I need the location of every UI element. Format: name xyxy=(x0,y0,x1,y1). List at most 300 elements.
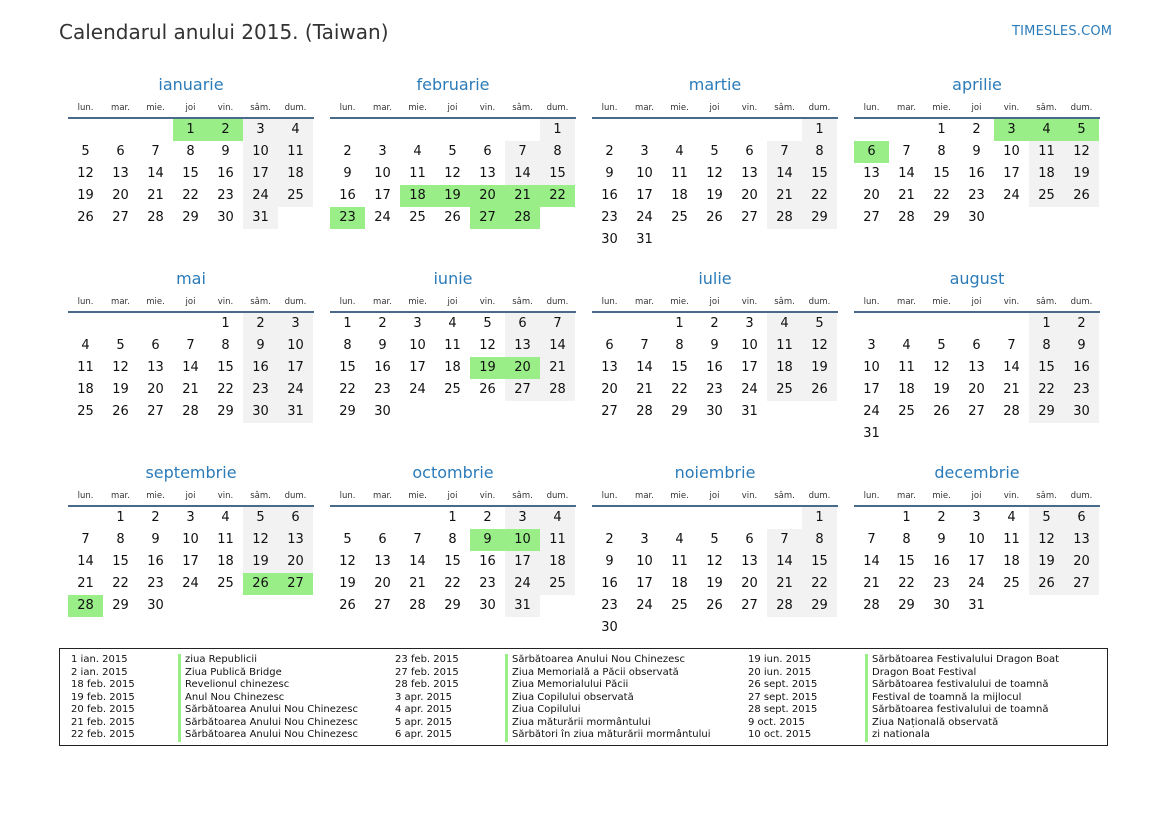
day-cell: 30 xyxy=(601,620,618,635)
day-cell: 8 xyxy=(343,338,352,353)
weekday-label: joi xyxy=(185,103,196,113)
day-cell: 17 xyxy=(243,163,278,185)
day-cell: 7 xyxy=(767,529,802,551)
day-cell: 9 xyxy=(343,166,352,181)
day-cell: 15 xyxy=(540,163,575,185)
empty-day xyxy=(697,119,732,141)
weekday-label: vin. xyxy=(741,297,758,307)
day-cell: 9 xyxy=(243,335,278,357)
month-name: august xyxy=(949,269,1005,288)
day-cell: 14 xyxy=(505,163,540,185)
day-cell: 15 xyxy=(933,166,950,181)
weekday-label: dum. xyxy=(1070,297,1093,307)
holiday-day: 3 xyxy=(994,119,1029,141)
day-cell: 27 xyxy=(505,379,540,401)
day-cell: 16 xyxy=(374,360,391,375)
day-cell: 19 xyxy=(1029,551,1064,573)
site-link[interactable]: TIMESLES.COM xyxy=(1012,24,1113,39)
day-cell: 13 xyxy=(968,360,985,375)
day-cell: 7 xyxy=(413,532,422,547)
day-cell: 25 xyxy=(671,210,688,225)
weekday-label: mie. xyxy=(670,103,689,113)
day-cell: 19 xyxy=(1064,163,1099,185)
day-cell: 11 xyxy=(409,166,426,181)
day-cell: 2 xyxy=(343,144,352,159)
day-cell: 23 xyxy=(968,188,985,203)
day-cell: 30 xyxy=(968,210,985,225)
weekday-label: sâm. xyxy=(774,103,795,113)
weekday-label: joi xyxy=(971,297,982,307)
weekday-label: sâm. xyxy=(250,491,271,501)
day-cell: 31 xyxy=(863,426,880,441)
day-cell: 3 xyxy=(640,532,649,547)
day-cell: 3 xyxy=(413,316,422,331)
day-cell: 4 xyxy=(448,316,457,331)
legend-holiday-name: Ziua măturării mormântului xyxy=(505,717,711,730)
day-cell: 9 xyxy=(378,338,387,353)
weekday-label: lun. xyxy=(601,103,618,113)
legend-holiday-name: Festival de toamnă la mijlocul xyxy=(865,692,1059,705)
day-cell: 27 xyxy=(147,404,164,419)
weekday-label: mie. xyxy=(932,297,951,307)
holiday-day: 26 xyxy=(243,573,278,595)
month-noiembrie xyxy=(592,462,838,639)
day-cell: 6 xyxy=(605,338,614,353)
day-cell: 26 xyxy=(479,382,496,397)
day-cell: 29 xyxy=(444,598,461,613)
day-cell: 20 xyxy=(147,382,164,397)
weekday-label: mie. xyxy=(932,103,951,113)
weekday-label: lun. xyxy=(601,297,618,307)
day-cell: 4 xyxy=(540,507,575,529)
empty-day xyxy=(592,507,627,529)
day-cell: 2 xyxy=(710,316,719,331)
day-cell: 11 xyxy=(77,360,94,375)
weekday-label: mar. xyxy=(635,103,654,113)
weekday-label: dum. xyxy=(546,491,569,501)
day-cell: 2 xyxy=(378,316,387,331)
legend-date: 2 ian. 2015 xyxy=(71,666,128,678)
day-cell: 8 xyxy=(802,141,837,163)
day-cell: 3 xyxy=(378,144,387,159)
holiday-day: 28 xyxy=(505,207,540,229)
day-cell: 29 xyxy=(802,207,837,229)
weekday-label: mie. xyxy=(408,103,427,113)
day-cell: 23 xyxy=(933,576,950,591)
day-cell: 7 xyxy=(1007,338,1016,353)
day-cell: 13 xyxy=(278,529,313,551)
day-cell: 24 xyxy=(505,573,540,595)
legend-date: 6 apr. 2015 xyxy=(395,729,453,740)
day-cell: 9 xyxy=(972,144,981,159)
empty-day xyxy=(68,313,103,335)
day-cell: 3 xyxy=(867,338,876,353)
day-cell: 14 xyxy=(540,335,575,357)
day-cell: 23 xyxy=(601,598,618,613)
day-cell: 5 xyxy=(937,338,946,353)
day-cell: 22 xyxy=(671,382,688,397)
day-cell: 7 xyxy=(640,338,649,353)
empty-day xyxy=(505,119,540,141)
day-cell: 25 xyxy=(1029,185,1064,207)
day-cell: 14 xyxy=(77,554,94,569)
day-cell: 30 xyxy=(374,404,391,419)
day-cell: 31 xyxy=(243,207,278,229)
day-cell: 20 xyxy=(112,188,129,203)
day-cell: 6 xyxy=(116,144,125,159)
weekday-label: mar. xyxy=(373,103,392,113)
legend-holiday-name: Revelionul chinezesc xyxy=(178,679,358,692)
day-cell: 13 xyxy=(374,554,391,569)
empty-day xyxy=(662,119,697,141)
day-cell: 22 xyxy=(1029,379,1064,401)
day-cell: 4 xyxy=(81,338,90,353)
weekday-label: joi xyxy=(709,491,720,501)
day-cell: 24 xyxy=(374,210,391,225)
day-cell: 29 xyxy=(339,404,356,419)
day-cell: 5 xyxy=(343,532,352,547)
day-cell: 30 xyxy=(147,598,164,613)
day-grid xyxy=(854,507,1100,617)
legend-holiday-name: Ziua Memorialului Păcii xyxy=(505,679,711,692)
day-cell: 16 xyxy=(706,360,723,375)
day-cell: 24 xyxy=(1003,188,1020,203)
legend-date: 22 feb. 2015 xyxy=(71,729,135,740)
holiday-day: 21 xyxy=(505,185,540,207)
day-cell: 27 xyxy=(863,210,880,225)
day-cell: 8 xyxy=(116,532,125,547)
day-grid xyxy=(854,119,1100,229)
day-cell: 17 xyxy=(1003,166,1020,181)
day-cell: 11 xyxy=(1003,532,1020,547)
day-cell: 24 xyxy=(243,185,278,207)
day-cell: 14 xyxy=(409,554,426,569)
day-cell: 10 xyxy=(863,360,880,375)
day-cell: 6 xyxy=(505,313,540,335)
empty-day xyxy=(400,119,435,141)
day-cell: 23 xyxy=(601,210,618,225)
day-cell: 17 xyxy=(741,360,758,375)
day-cell: 14 xyxy=(863,554,880,569)
month-februarie xyxy=(330,74,576,229)
day-cell: 5 xyxy=(448,144,457,159)
day-cell: 1 xyxy=(802,119,837,141)
day-cell: 17 xyxy=(636,576,653,591)
empty-day xyxy=(68,119,103,141)
day-grid xyxy=(592,507,838,639)
month-name: aprilie xyxy=(952,75,1002,94)
weekday-label: vin. xyxy=(217,491,234,501)
weekday-label: lun. xyxy=(863,297,880,307)
month-iunie xyxy=(330,268,576,423)
day-cell: 9 xyxy=(605,166,614,181)
day-cell: 7 xyxy=(505,141,540,163)
day-cell: 22 xyxy=(933,188,950,203)
day-cell: 27 xyxy=(741,210,758,225)
empty-day xyxy=(854,313,889,335)
day-cell: 8 xyxy=(1029,335,1064,357)
weekday-label: mar. xyxy=(897,491,916,501)
day-cell: 2 xyxy=(243,313,278,335)
empty-day xyxy=(697,507,732,529)
day-cell: 23 xyxy=(706,382,723,397)
day-cell: 12 xyxy=(77,166,94,181)
weekday-label: lun. xyxy=(863,103,880,113)
weekday-label: dum. xyxy=(808,297,831,307)
day-cell: 25 xyxy=(77,404,94,419)
day-cell: 11 xyxy=(898,360,915,375)
day-cell: 25 xyxy=(540,573,575,595)
empty-day xyxy=(627,119,662,141)
day-cell: 16 xyxy=(479,554,496,569)
day-cell: 8 xyxy=(937,144,946,159)
day-cell: 30 xyxy=(479,598,496,613)
day-cell: 16 xyxy=(339,188,356,203)
legend-holiday-name: ziua Republicii xyxy=(178,654,358,667)
empty-day xyxy=(627,313,662,335)
empty-day xyxy=(365,507,400,529)
day-cell: 7 xyxy=(902,144,911,159)
legend-holiday-name: Sărbătoarea festivalului de toamnă xyxy=(865,704,1059,717)
day-cell: 2 xyxy=(937,510,946,525)
legend-date: 28 sept. 2015 xyxy=(748,704,818,715)
weekday-label: sâm. xyxy=(250,103,271,113)
day-grid xyxy=(854,313,1100,445)
day-cell: 4 xyxy=(675,144,684,159)
month-name: iunie xyxy=(433,269,473,288)
weekday-label: joi xyxy=(709,297,720,307)
day-cell: 11 xyxy=(217,532,234,547)
day-cell: 25 xyxy=(898,404,915,419)
day-cell: 17 xyxy=(409,360,426,375)
weekday-label: lun. xyxy=(339,491,356,501)
holiday-day: 22 xyxy=(540,185,575,207)
day-cell: 29 xyxy=(898,598,915,613)
day-cell: 14 xyxy=(898,166,915,181)
day-cell: 7 xyxy=(186,338,195,353)
weekday-label: mar. xyxy=(635,297,654,307)
day-cell: 16 xyxy=(933,554,950,569)
holiday-day: 28 xyxy=(68,595,103,617)
empty-day xyxy=(68,507,103,529)
day-cell: 21 xyxy=(636,382,653,397)
day-cell: 16 xyxy=(243,357,278,379)
day-cell: 12 xyxy=(444,166,461,181)
day-cell: 11 xyxy=(671,554,688,569)
month-septembrie xyxy=(68,462,314,617)
day-cell: 22 xyxy=(802,573,837,595)
day-cell: 21 xyxy=(540,357,575,379)
day-cell: 18 xyxy=(767,357,802,379)
holiday-day: 6 xyxy=(854,141,889,163)
day-cell: 22 xyxy=(339,382,356,397)
holiday-day: 19 xyxy=(470,357,505,379)
day-cell: 26 xyxy=(1064,185,1099,207)
day-cell: 29 xyxy=(217,404,234,419)
day-cell: 31 xyxy=(278,401,313,423)
empty-day xyxy=(889,119,924,141)
month-iulie xyxy=(592,268,838,423)
empty-day xyxy=(330,507,365,529)
day-cell: 8 xyxy=(802,529,837,551)
day-cell: 8 xyxy=(221,338,230,353)
day-cell: 1 xyxy=(343,316,352,331)
weekday-label: mie. xyxy=(146,491,165,501)
weekday-label: mar. xyxy=(373,491,392,501)
legend-date: 5 apr. 2015 xyxy=(395,716,453,728)
weekday-label: mie. xyxy=(408,491,427,501)
empty-day xyxy=(924,313,959,335)
day-cell: 24 xyxy=(863,404,880,419)
day-cell: 22 xyxy=(898,576,915,591)
weekday-header xyxy=(68,488,314,504)
day-cell: 15 xyxy=(898,554,915,569)
day-cell: 18 xyxy=(278,163,313,185)
day-cell: 13 xyxy=(601,360,618,375)
empty-day xyxy=(103,313,138,335)
day-cell: 14 xyxy=(147,166,164,181)
day-cell: 16 xyxy=(1064,357,1099,379)
legend-date: 27 sept. 2015 xyxy=(748,691,818,703)
weekday-header xyxy=(330,488,576,504)
day-cell: 1 xyxy=(448,510,457,525)
holiday-day: 1 xyxy=(173,119,208,141)
empty-day xyxy=(138,119,173,141)
day-cell: 2 xyxy=(1064,313,1099,335)
empty-day xyxy=(732,119,767,141)
day-cell: 9 xyxy=(710,338,719,353)
day-cell: 20 xyxy=(1064,551,1099,573)
day-cell: 12 xyxy=(802,335,837,357)
empty-day xyxy=(592,313,627,335)
day-cell: 25 xyxy=(444,382,461,397)
day-cell: 9 xyxy=(937,532,946,547)
empty-day xyxy=(854,119,889,141)
day-cell: 27 xyxy=(968,404,985,419)
legend-holiday-name: Ziua Națională observată xyxy=(865,717,1059,730)
day-cell: 27 xyxy=(374,598,391,613)
day-cell: 17 xyxy=(863,382,880,397)
weekday-label: mie. xyxy=(932,491,951,501)
day-cell: 13 xyxy=(147,360,164,375)
holiday-day: 27 xyxy=(278,573,313,595)
legend-holiday-name: Sărbătoarea Anului Nou Chinezesc xyxy=(178,717,358,730)
empty-day xyxy=(400,507,435,529)
weekday-label: joi xyxy=(447,491,458,501)
day-cell: 7 xyxy=(151,144,160,159)
day-cell: 3 xyxy=(186,510,195,525)
legend-holiday-name: Ziua Copilului observată xyxy=(505,692,711,705)
day-cell: 10 xyxy=(636,166,653,181)
day-cell: 16 xyxy=(968,166,985,181)
day-cell: 22 xyxy=(802,185,837,207)
empty-day xyxy=(470,119,505,141)
day-cell: 20 xyxy=(968,382,985,397)
day-cell: 26 xyxy=(77,210,94,225)
holiday-day: 2 xyxy=(208,119,243,141)
day-cell: 31 xyxy=(968,598,985,613)
day-cell: 26 xyxy=(1029,573,1064,595)
legend-holiday-name: Sărbătoarea Festivalului Dragon Boat xyxy=(865,654,1059,667)
day-cell: 17 xyxy=(968,554,985,569)
day-cell: 4 xyxy=(221,510,230,525)
day-cell: 20 xyxy=(741,576,758,591)
weekday-label: joi xyxy=(971,103,982,113)
day-cell: 30 xyxy=(217,210,234,225)
weekday-label: dum. xyxy=(808,103,831,113)
day-grid xyxy=(68,507,314,617)
day-cell: 14 xyxy=(1003,360,1020,375)
month-martie xyxy=(592,74,838,251)
holiday-day: 18 xyxy=(400,185,435,207)
empty-day xyxy=(662,507,697,529)
day-cell: 15 xyxy=(671,360,688,375)
day-cell: 21 xyxy=(898,188,915,203)
day-cell: 12 xyxy=(1064,141,1099,163)
empty-day xyxy=(138,313,173,335)
day-grid xyxy=(68,119,314,229)
weekday-header xyxy=(854,488,1100,504)
weekday-label: mie. xyxy=(146,297,165,307)
day-cell: 21 xyxy=(409,576,426,591)
day-cell: 10 xyxy=(278,335,313,357)
weekday-header xyxy=(68,294,314,310)
empty-day xyxy=(767,119,802,141)
weekday-label: joi xyxy=(971,491,982,501)
day-cell: 10 xyxy=(968,532,985,547)
day-cell: 11 xyxy=(540,529,575,551)
day-cell: 6 xyxy=(378,532,387,547)
empty-day xyxy=(732,507,767,529)
weekday-label: mie. xyxy=(670,491,689,501)
legend-date-column xyxy=(748,654,817,742)
day-cell: 2 xyxy=(151,510,160,525)
day-cell: 23 xyxy=(1064,379,1099,401)
weekday-label: mie. xyxy=(408,297,427,307)
day-cell: 3 xyxy=(243,119,278,141)
legend-date: 27 feb. 2015 xyxy=(395,666,459,678)
legend-date: 19 feb. 2015 xyxy=(71,691,135,703)
day-cell: 10 xyxy=(409,338,426,353)
day-cell: 11 xyxy=(671,166,688,181)
weekday-label: sâm. xyxy=(1036,491,1057,501)
legend-holiday-name: Sărbătoarea Anului Nou Chinezesc xyxy=(178,729,358,742)
weekday-label: dum. xyxy=(546,297,569,307)
day-cell: 12 xyxy=(479,338,496,353)
day-cell: 6 xyxy=(151,338,160,353)
day-cell: 29 xyxy=(933,210,950,225)
legend-date: 20 iun. 2015 xyxy=(748,666,812,678)
day-cell: 13 xyxy=(741,554,758,569)
day-cell: 17 xyxy=(505,551,540,573)
weekday-label: mar. xyxy=(111,103,130,113)
day-cell: 20 xyxy=(601,382,618,397)
legend-holiday-name: Ziua Memorială a Păcii observată xyxy=(505,667,711,680)
day-cell: 12 xyxy=(243,529,278,551)
day-cell: 26 xyxy=(444,210,461,225)
day-cell: 5 xyxy=(710,532,719,547)
weekday-label: mar. xyxy=(897,103,916,113)
day-cell: 1 xyxy=(902,510,911,525)
day-cell: 28 xyxy=(409,598,426,613)
day-grid xyxy=(592,119,838,251)
day-cell: 15 xyxy=(217,360,234,375)
day-cell: 16 xyxy=(217,166,234,181)
day-cell: 30 xyxy=(243,401,278,423)
day-cell: 8 xyxy=(675,338,684,353)
day-cell: 11 xyxy=(767,335,802,357)
day-cell: 28 xyxy=(182,404,199,419)
